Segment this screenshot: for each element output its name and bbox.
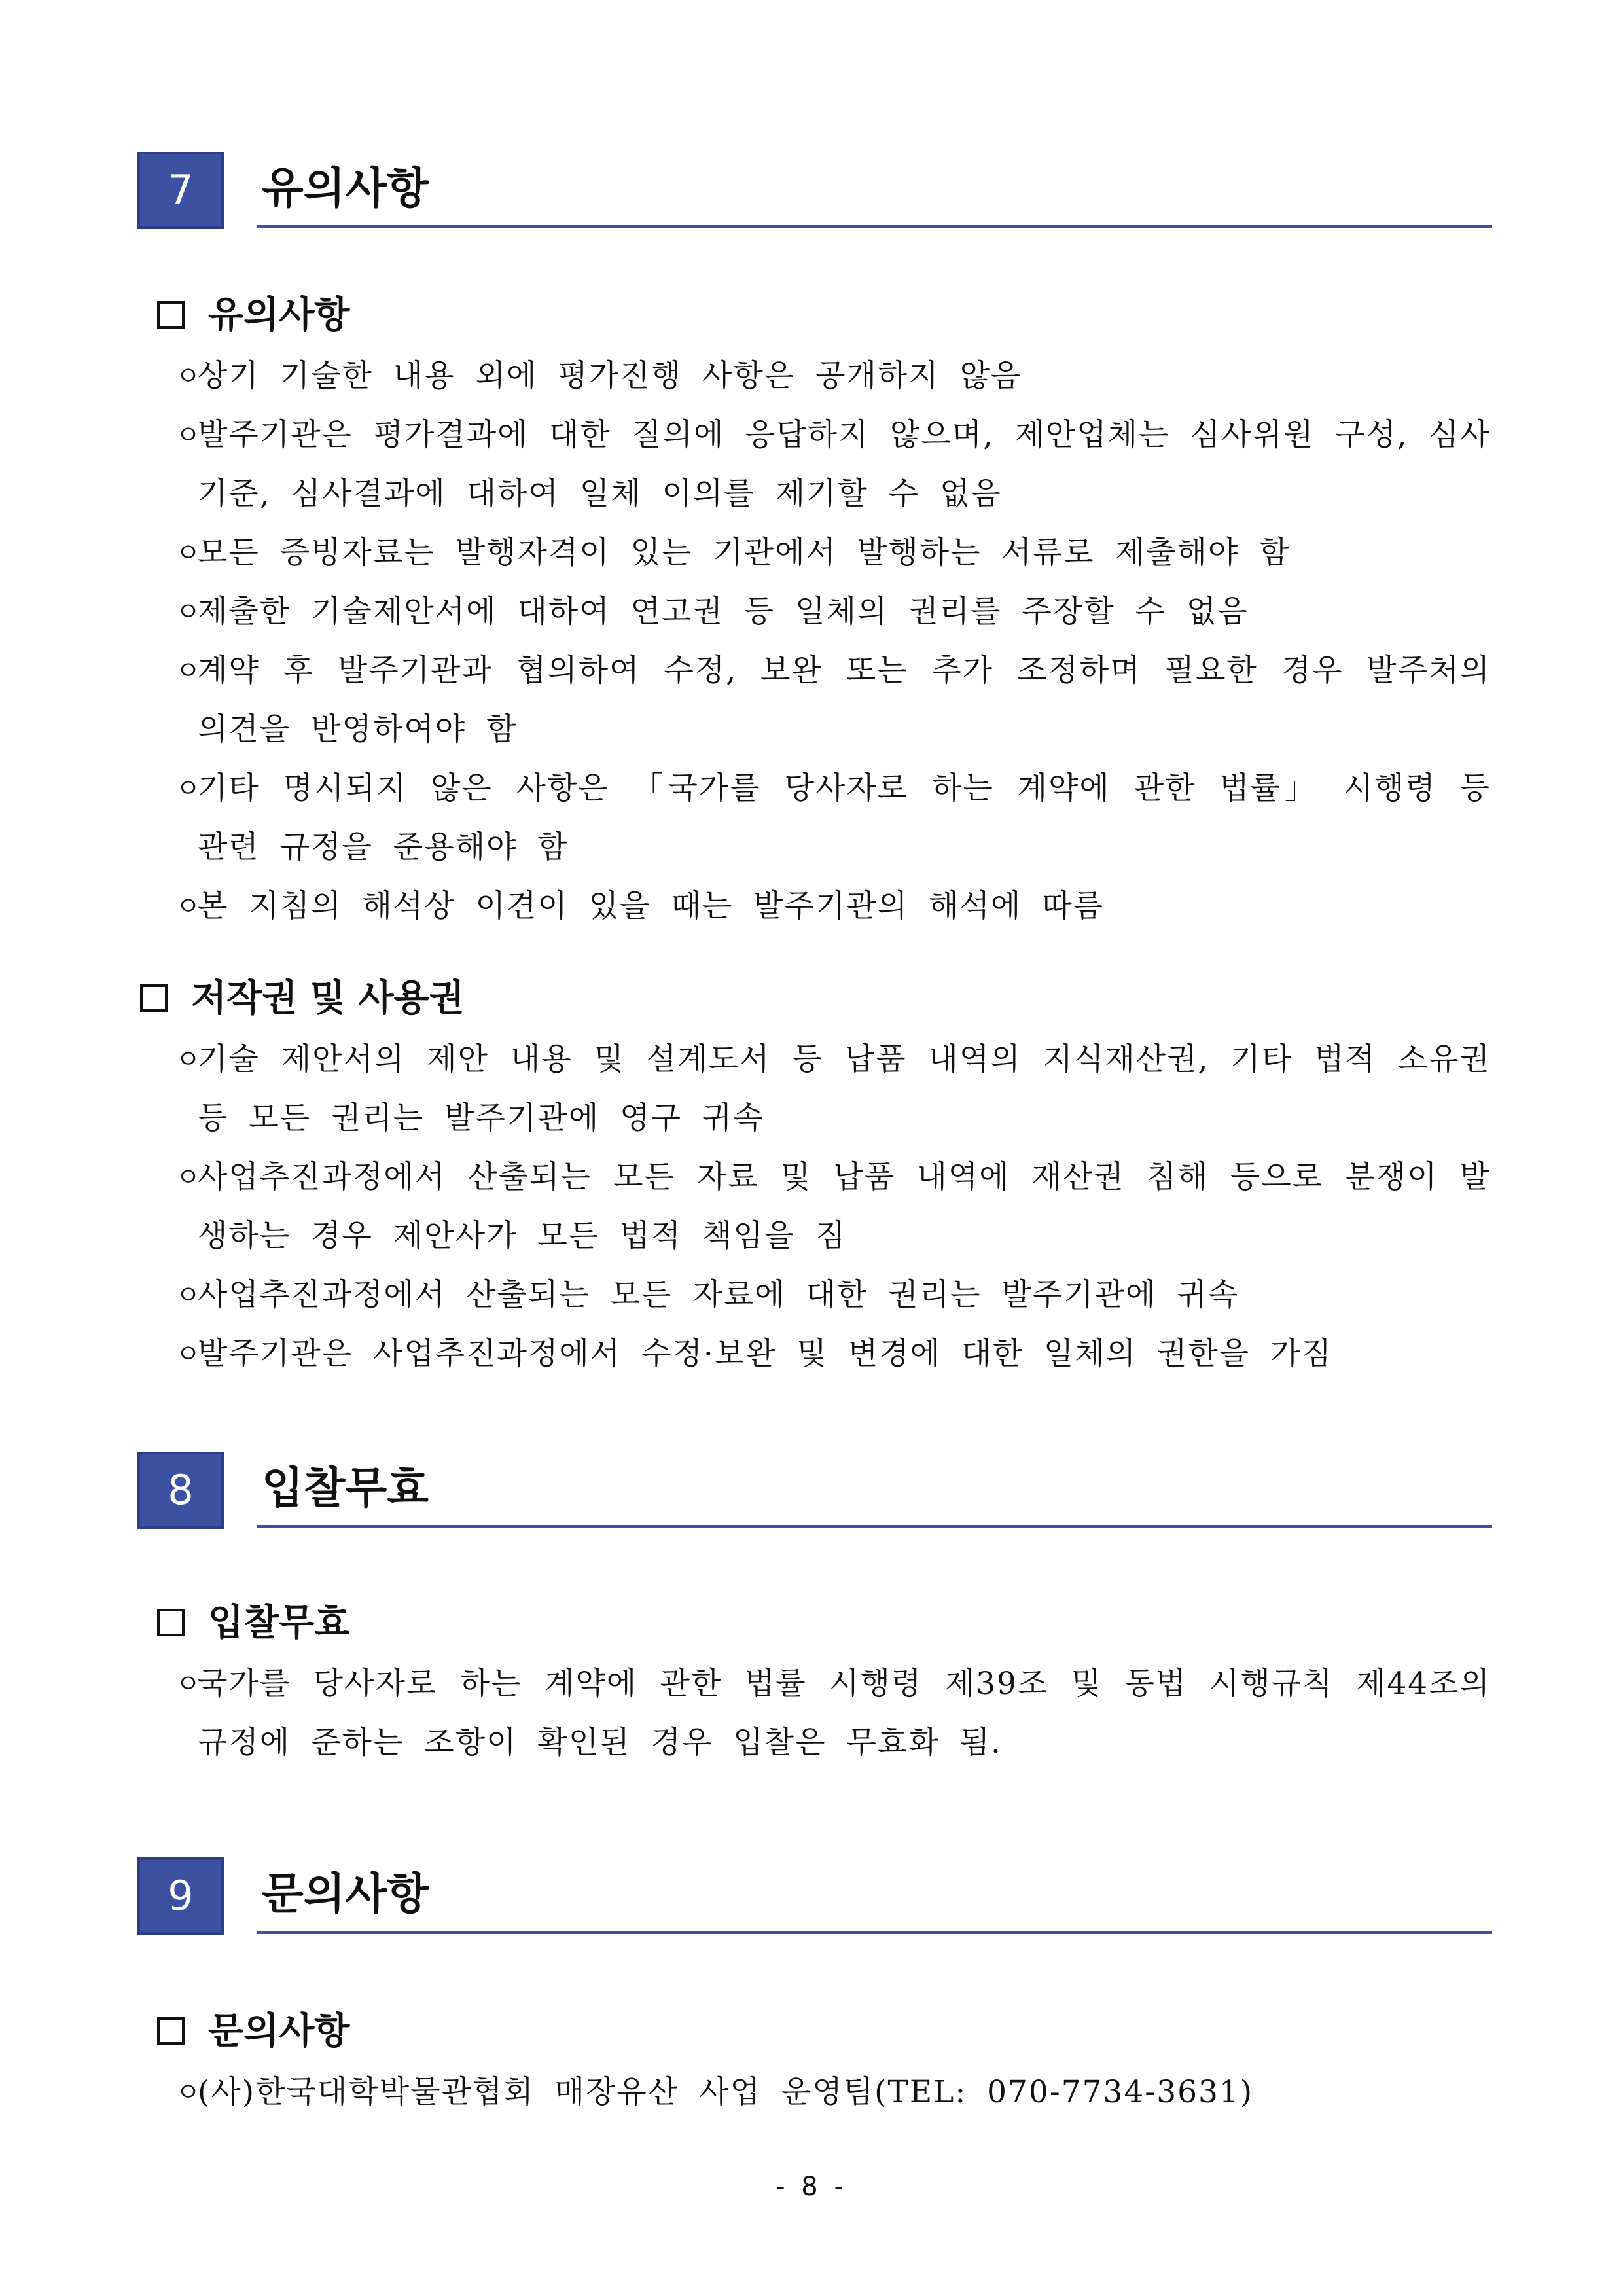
list-item — [175, 877, 1491, 936]
list-item-text: 사업추진과정에서 산출되는 모든 자료에 대한 권리는 발주기관에 귀속 — [198, 1277, 1240, 1313]
circle-bullet-icon: ㅇ — [175, 597, 202, 627]
subsection-heading — [157, 2008, 349, 2054]
item-list — [175, 2063, 1491, 2122]
section-title: 문의사항 — [262, 1869, 429, 1919]
item-list — [175, 1655, 1491, 1772]
checkbox-square-icon — [140, 984, 168, 1012]
list-item — [175, 759, 1491, 877]
circle-bullet-icon: ㅇ — [175, 1280, 202, 1310]
subsection-heading — [140, 975, 465, 1021]
subsection-heading-text: 문의사항 — [208, 2009, 350, 2053]
section-header-7 — [137, 152, 1492, 230]
section-divider — [257, 225, 1492, 228]
circle-bullet-icon: ㅇ — [175, 891, 202, 922]
item-list — [175, 1030, 1491, 1384]
section-header-8 — [137, 1452, 1492, 1530]
list-item — [175, 406, 1491, 524]
checkbox-square-icon — [157, 1609, 185, 1636]
list-item — [175, 2063, 1491, 2122]
section-header-9 — [137, 1857, 1492, 1936]
list-item-text: 제출한 기술제안서에 대하여 연고권 등 일체의 권리를 주장할 수 없음 — [198, 594, 1249, 630]
circle-bullet-icon: ㅇ — [175, 1045, 202, 1075]
subsection-heading-text: 입찰무효 — [208, 1601, 350, 1644]
list-item — [175, 1266, 1491, 1325]
list-item-text: 상기 기술한 내용 외에 평가진행 사항은 공개하지 않음 — [198, 358, 1022, 394]
circle-bullet-icon: ㅇ — [175, 361, 202, 391]
list-item — [175, 1148, 1491, 1266]
section-divider — [257, 1525, 1492, 1528]
list-item-text: 기타 명시되지 않은 사항은 「국가를 당사자로 하는 계약에 관한 법률」 시행령 등 관련 규정을 준용해야 함 — [198, 770, 1491, 865]
list-item — [175, 1030, 1491, 1148]
circle-bullet-icon: ㅇ — [175, 1669, 202, 1699]
section-number-badge: 8 — [137, 1452, 224, 1529]
section-number-badge: 7 — [137, 152, 224, 229]
list-item-text: 사업추진과정에서 산출되는 모든 자료 및 납품 내역에 재산권 침해 등으로 분쟁이 발생하는 경우 제안사가 모든 법적 책임을 짐 — [198, 1159, 1491, 1254]
circle-bullet-icon: ㅇ — [175, 2077, 202, 2108]
list-item-text: 기술 제안서의 제안 내용 및 설계도서 등 납품 내역의 지식재산권, 기타 법적 소유권 등 모든 권리는 발주기관에 영구 귀속 — [198, 1041, 1491, 1136]
page-number: - 8 - — [776, 2172, 847, 2202]
circle-bullet-icon: ㅇ — [175, 1339, 202, 1369]
circle-bullet-icon: ㅇ — [175, 538, 202, 568]
list-item-text: 국가를 당사자로 하는 계약에 관한 법률 시행령 제39조 및 동법 시행규칙 제44조의 규정에 준하는 조항이 확인된 경우 입찰은 무효화 됨. — [198, 1666, 1491, 1761]
circle-bullet-icon: ㅇ — [175, 1162, 202, 1193]
subsection-heading-text: 유의사항 — [208, 293, 350, 336]
subsection-heading — [157, 292, 349, 338]
circle-bullet-icon: ㅇ — [175, 656, 202, 686]
list-item — [175, 583, 1491, 641]
checkbox-square-icon — [157, 2017, 185, 2045]
list-item — [175, 641, 1491, 759]
list-item-text: 모든 증빙자료는 발행자격이 있는 기관에서 발행하는 서류로 제출해야 함 — [198, 535, 1291, 571]
list-item-text: (사)한국대학박물관협회 매장유산 사업 운영팀(TEL: 070-7734-3631) — [198, 2074, 1254, 2110]
list-item — [175, 1325, 1491, 1384]
circle-bullet-icon: ㅇ — [175, 420, 202, 450]
list-item-text: 계약 후 발주기관과 협의하여 수정, 보완 또는 추가 조정하며 필요한 경우 발주처의 의견을 반영하여야 함 — [198, 653, 1491, 747]
list-item — [175, 524, 1491, 583]
subsection-heading-text: 저작권 및 사용권 — [191, 977, 465, 1020]
section-title: 유의사항 — [262, 163, 429, 213]
list-item — [175, 1655, 1491, 1772]
subsection-heading — [157, 1600, 349, 1645]
section-divider — [257, 1931, 1492, 1934]
item-list — [175, 347, 1491, 936]
circle-bullet-icon: ㅇ — [175, 774, 202, 804]
checkbox-square-icon — [157, 301, 185, 329]
list-item-text: 본 지침의 해석상 이견이 있을 때는 발주기관의 해석에 따름 — [198, 888, 1105, 924]
section-number-badge: 9 — [137, 1857, 224, 1935]
list-item — [175, 347, 1491, 406]
list-item-text: 발주기관은 사업추진과정에서 수정·보완 및 변경에 대한 일체의 권한을 가짐 — [198, 1336, 1332, 1372]
list-item-text: 발주기관은 평가결과에 대한 질의에 응답하지 않으며, 제안업체는 심사위원 구성, 심사기준, 심사결과에 대하여 일체 이의를 제기할 수 없음 — [198, 417, 1491, 512]
section-title: 입찰무효 — [262, 1463, 429, 1513]
